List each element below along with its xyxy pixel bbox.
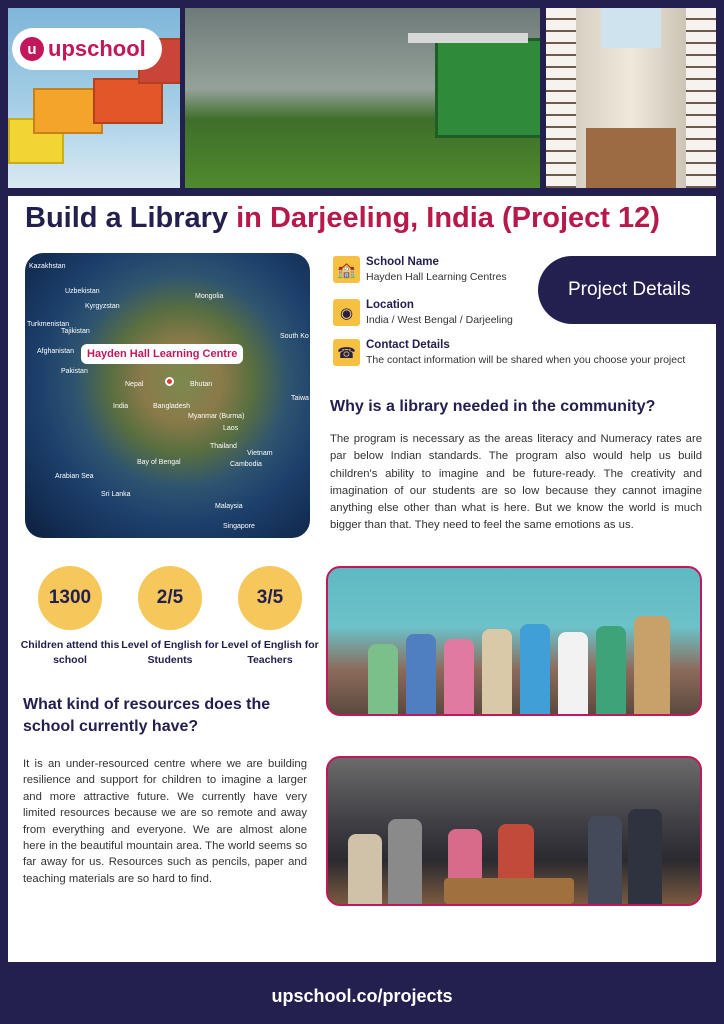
school-building-icon: 🏫: [333, 256, 360, 283]
contact-label: Contact Details: [366, 339, 450, 351]
stat-label: Level of English for Teachers: [221, 639, 319, 666]
teachers-students-photo: [326, 756, 702, 906]
why-heading: Why is a library needed in the community?: [330, 398, 656, 415]
contact-value: The contact information will be shared when you choose your project: [366, 354, 686, 366]
stat-english-students: [120, 566, 220, 668]
project-card: [8, 196, 716, 962]
resources-body: It is an under-resourced centre where we are building resilience and support for children to imagine a larger and more attractive future. We currently have very limited resources because we are so remote and away from everything and everyone. We are almost alone here in the beautiful mountain area. The world seems so far away for us. Resources such as pencils, paper and teaching materials are so hard to find.: [23, 758, 307, 885]
upschool-logo[interactable]: [12, 28, 162, 70]
shipping-containers-photo: [8, 8, 180, 188]
footer-url[interactable]: upschool.co/projects: [271, 985, 453, 1006]
logo-mark-icon: u: [20, 37, 44, 61]
school-name-value: Hayden Hall Learning Centres: [366, 271, 507, 283]
container-library-photo: [185, 8, 540, 188]
location-label: Location: [366, 299, 414, 311]
page-title: Build a Library in Darjeeling, India (Project 12): [25, 202, 660, 234]
stat-label: Level of English for Students: [121, 639, 219, 666]
location-pin-icon: ◉: [333, 299, 360, 326]
school-name-row: [333, 256, 507, 283]
stat-value: 2/5: [138, 566, 202, 630]
stat-value: 1300: [38, 566, 102, 630]
resources-heading: What kind of resources does the school currently have?: [23, 696, 271, 735]
stat-value: 3/5: [238, 566, 302, 630]
why-body: The program is necessary as the areas literacy and Numeracy rates are par below Indian standards. The program also would help us build children's ability to imagine and be future-ready. The creativity and imagination of our students are so low because they cannot imagine anything else other than what is here. But we know the world is much bigger than that. They need to feel the same emotions as us.: [330, 433, 702, 532]
location-map: Kazakhstan Mongolia Uzbekistan Kyrgyzstan Turkmenistan Tajikistan Afghanistan Pakistan Nepal Bhutan India Bangladesh Myanmar (Burma) Laos Thailand Vietnam Cambodia Sri Lanka Malaysia Singapore Bay of Bengal Arabian Sea South Ko Taiwa Hayden Hall Learning Centre: [25, 253, 310, 538]
location-value: India / West Bengal / Darjeeling: [366, 314, 513, 326]
contact-row: [333, 339, 685, 366]
logo-text: upschool: [48, 36, 146, 61]
project-details-badge[interactable]: Project Details: [538, 256, 716, 324]
stat-children: [20, 566, 120, 668]
map-pin-icon: [165, 377, 174, 386]
location-row: [333, 299, 513, 326]
stat-english-teachers: [220, 566, 320, 668]
map-school-label: Hayden Hall Learning Centre: [81, 344, 243, 364]
bookshelf-library-photo: [546, 8, 716, 188]
students-group-photo: [326, 566, 702, 716]
header-photo-strip: [0, 0, 724, 192]
stat-label: Children attend this school: [20, 639, 120, 666]
contact-details-icon: ☎: [333, 339, 360, 366]
school-name-label: School Name: [366, 256, 439, 268]
